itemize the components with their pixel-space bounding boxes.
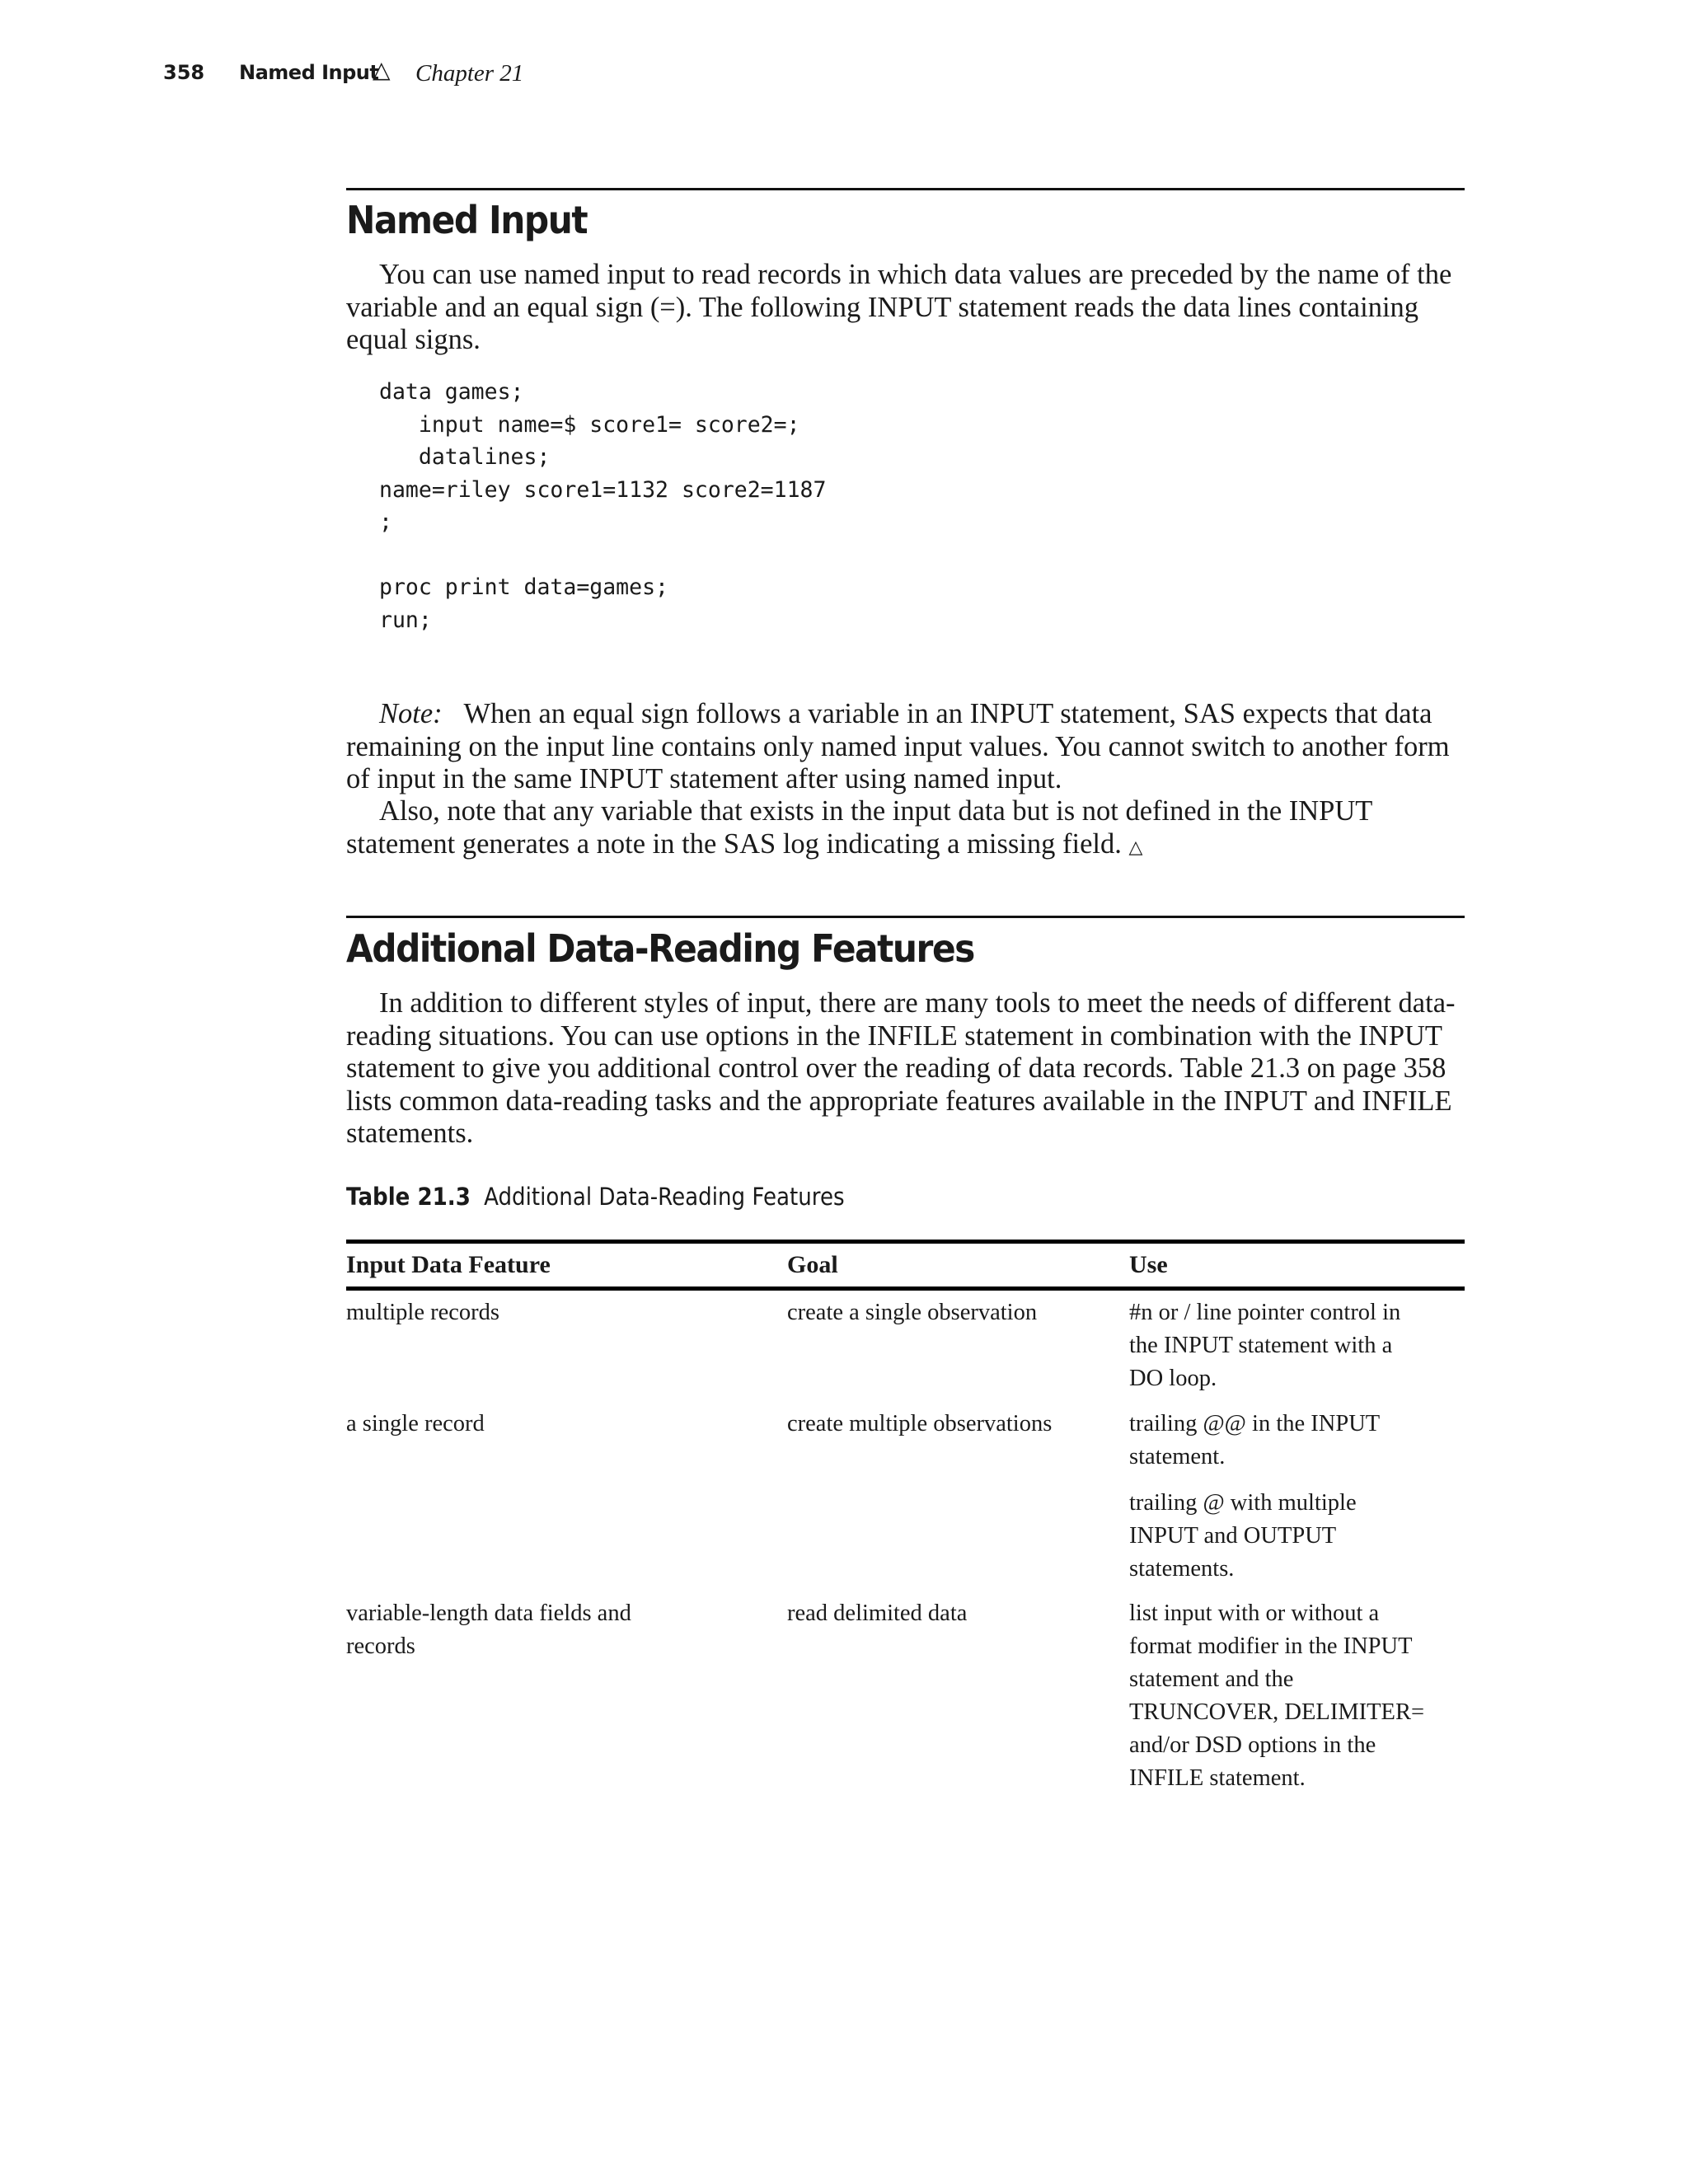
section-rule: [346, 188, 1465, 190]
page-number: 358: [163, 61, 205, 84]
note-paragraph: [346, 698, 1467, 796]
note-continuation: [346, 795, 1467, 863]
triangle-icon: △: [373, 56, 391, 83]
table-cell-feature: variable-length data fields and records: [346, 1601, 631, 1659]
table-caption-number: Table 21.3: [346, 1183, 471, 1211]
note-text: When an equal sign follows a variable in an INPUT statement, SAS expects that data remaining on the input line contains only named input values. You cannot switch to another form of input in the same INPUT statement after using named input.: [346, 698, 1450, 794]
table-cell-goal: create a single observation: [787, 1300, 1038, 1325]
section-title-additional: Additional Data-Reading Features: [346, 926, 974, 971]
table-header-use: Use: [1129, 1251, 1168, 1278]
code-block: data games; input name=$ score1= score2=; datalines; name=riley score1=1132 score2=1187 ; proc print data=games; run;: [379, 379, 827, 633]
table-cell-feature: a single record: [346, 1411, 485, 1436]
table-cell-use: trailing @ with multiple INPUT and OUTPUT statements.: [1129, 1490, 1357, 1582]
triangle-icon: △: [1128, 836, 1143, 857]
table-header-rule: [346, 1286, 1465, 1291]
running-section-title: Named Input: [239, 61, 379, 84]
running-chapter-title: Chapter 21: [415, 60, 524, 87]
table-header-feature: Input Data Feature: [346, 1251, 551, 1278]
section-rule: [346, 916, 1465, 918]
table-cell-goal: create multiple observations: [787, 1411, 1053, 1436]
section-title-named-input: Named Input: [346, 198, 588, 242]
table-cell-use: #n or / line pointer control in the INPUT statement with a DO loop.: [1129, 1300, 1401, 1391]
table-caption: [346, 1183, 845, 1211]
note-continuation-text: Also, note that any variable that exists in the input data but is not defined in the INPUT statement generates a note in the SAS log indicating a missing field.: [346, 795, 1372, 860]
note-label: Note:: [379, 698, 443, 729]
table-cell-use: list input with or without a format modifier in the INPUT statement and the TRUNCOVER, DELIMITER= and/or DSD options in the INFILE statement.: [1129, 1601, 1425, 1791]
named-input-paragraph: You can use named input to read records in which data values are preceded by the name of the variable and an equal sign (=). The following INPUT statement reads the data lines containing equal signs.: [346, 259, 1452, 355]
table-top-rule: [346, 1240, 1465, 1244]
table-cell-feature: multiple records: [346, 1300, 499, 1325]
table-cell-use: trailing @@ in the INPUT statement.: [1129, 1411, 1380, 1469]
table-header-goal: Goal: [787, 1251, 838, 1278]
table-caption-title: Additional Data-Reading Features: [484, 1183, 845, 1211]
additional-paragraph: In addition to different styles of input, there are many tools to meet the needs of different data-reading situations. You can use options in the INFILE statement in combination with the INPUT statement to give you additional control over the reading of data records. Table 21.3 on page 358 lists common data-reading tasks and the appropriate features available in the INPUT and INFILE statements.: [346, 987, 1456, 1149]
table-cell-goal: read delimited data: [787, 1601, 968, 1626]
